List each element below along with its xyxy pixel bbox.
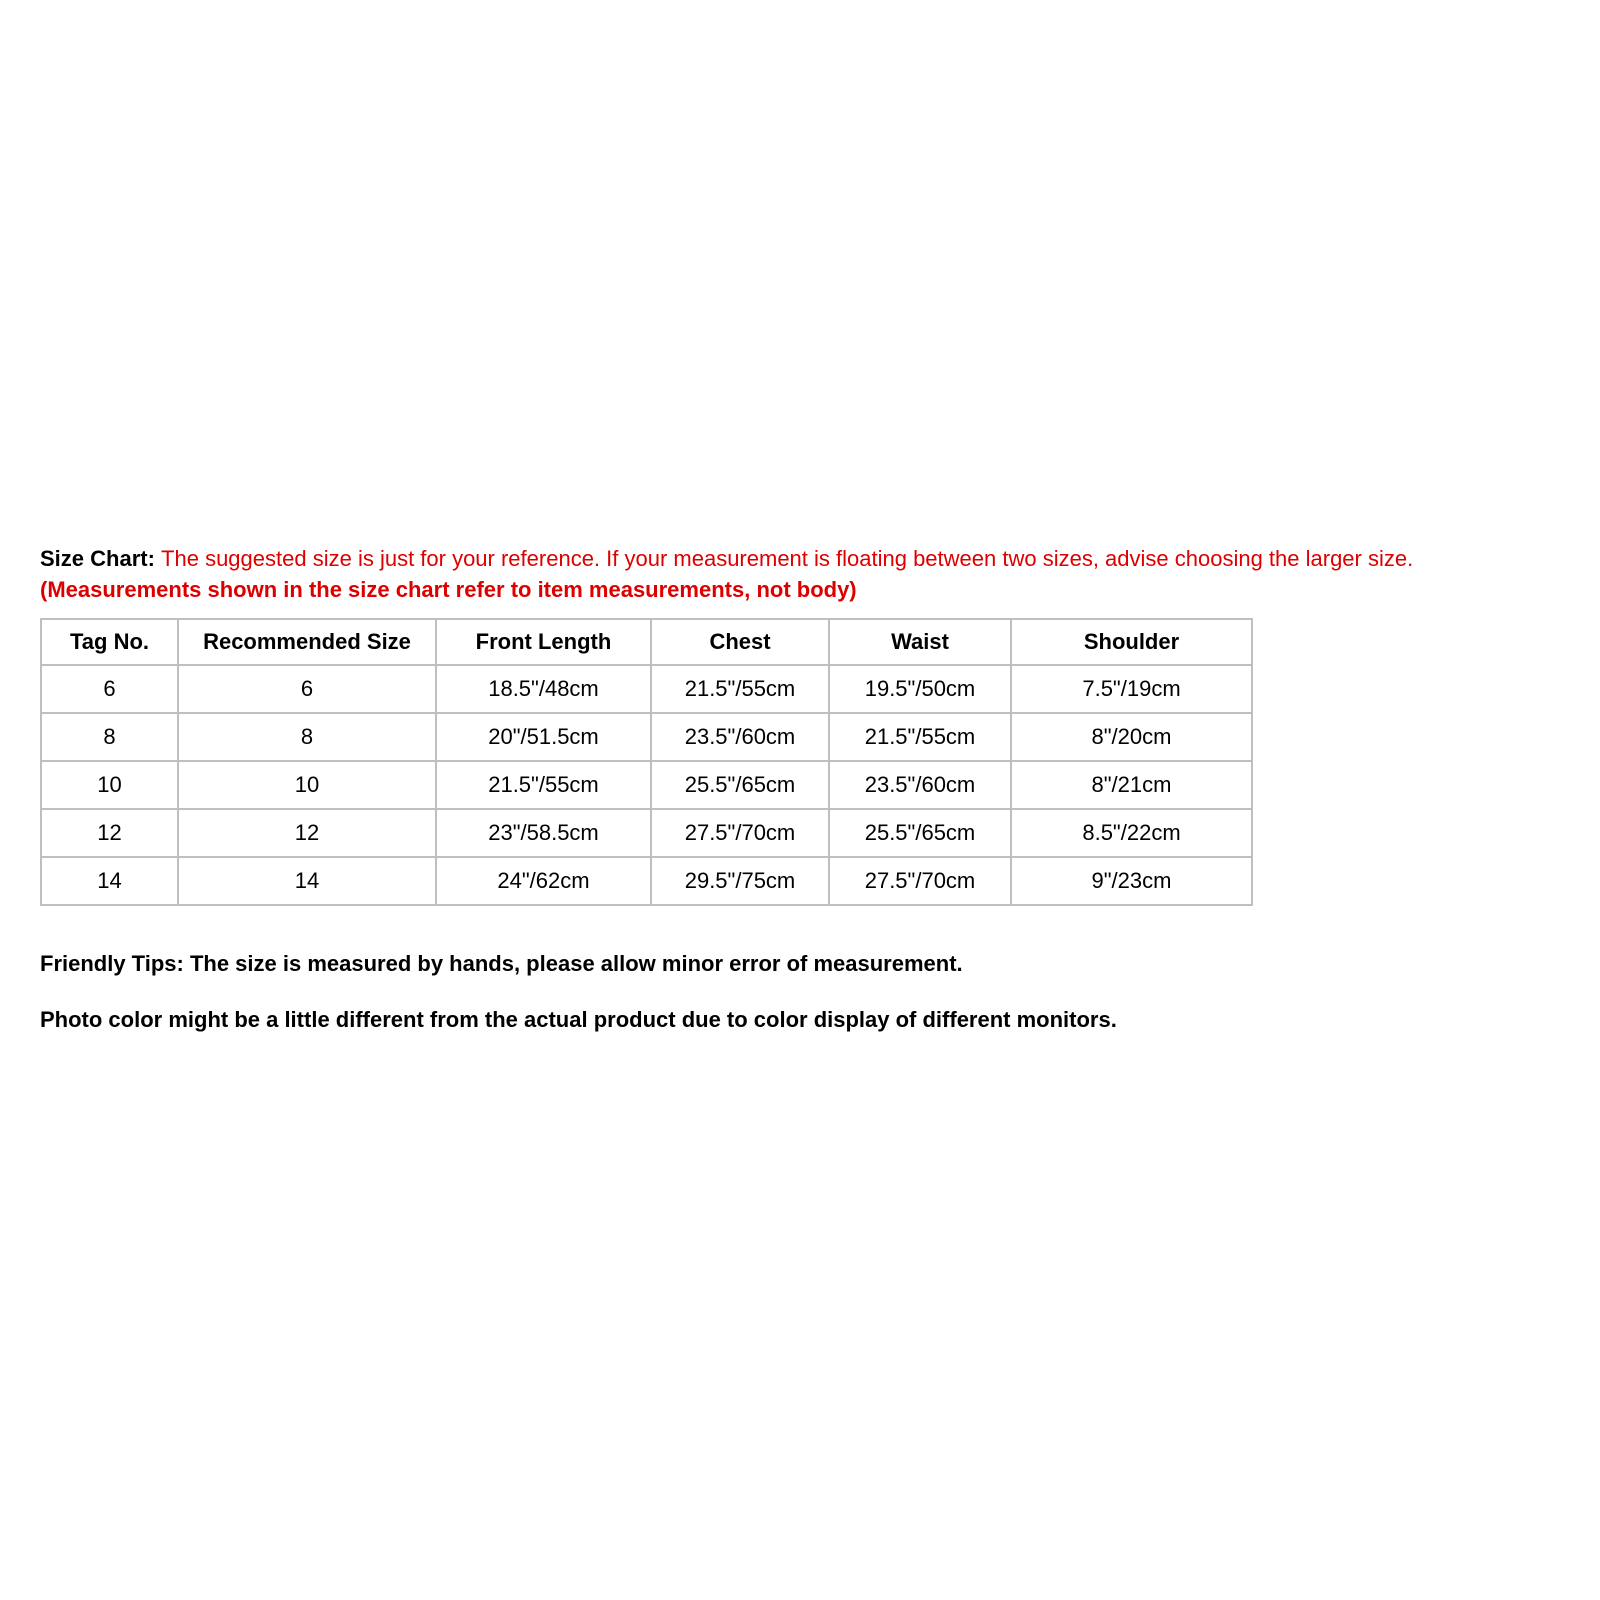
intro-red-bold-note: (Measurements shown in the size chart refer to item measurements, not body) [40, 577, 857, 602]
table-cell: 8.5"/22cm [1011, 809, 1252, 857]
table-cell: 19.5"/50cm [829, 665, 1011, 713]
table-cell: 21.5"/55cm [651, 665, 829, 713]
photo-color-note: Photo color might be a little different from the actual product due to color display of different monitors. [40, 1007, 1117, 1032]
table-cell: 24"/62cm [436, 857, 651, 905]
table-cell: 8"/21cm [1011, 761, 1252, 809]
table-row [41, 857, 1252, 905]
table-cell: 9"/23cm [1011, 857, 1252, 905]
size-table [40, 618, 1253, 906]
table-cell: 6 [178, 665, 436, 713]
table-cell: 8 [41, 713, 178, 761]
table-cell: 27.5"/70cm [829, 857, 1011, 905]
column-header-front-length: Front Length [436, 619, 651, 665]
column-header-waist: Waist [829, 619, 1011, 665]
table-cell: 23.5"/60cm [829, 761, 1011, 809]
table-cell: 23.5"/60cm [651, 713, 829, 761]
size-chart-label: Size Chart [40, 546, 148, 571]
table-cell: 14 [178, 857, 436, 905]
column-header-shoulder: Shoulder [1011, 619, 1252, 665]
size-table-head [41, 619, 1252, 665]
table-cell: 6 [41, 665, 178, 713]
table-row [41, 809, 1252, 857]
table-header-row [41, 619, 1252, 665]
table-cell: 8"/20cm [1011, 713, 1252, 761]
table-cell: 7.5"/19cm [1011, 665, 1252, 713]
table-cell: 25.5"/65cm [651, 761, 829, 809]
table-cell: 12 [41, 809, 178, 857]
size-table-body [41, 665, 1252, 905]
friendly-tips-text: Friendly Tips: The size is measured by hands, please allow minor error of measurement. [40, 951, 963, 976]
table-cell: 29.5"/75cm [651, 857, 829, 905]
table-cell: 21.5"/55cm [829, 713, 1011, 761]
column-header-chest: Chest [651, 619, 829, 665]
table-cell: 14 [41, 857, 178, 905]
table-row [41, 713, 1252, 761]
table-cell: 18.5"/48cm [436, 665, 651, 713]
table-cell: 12 [178, 809, 436, 857]
intro-paragraph [40, 543, 1535, 605]
table-cell: 10 [41, 761, 178, 809]
table-cell: 8 [178, 713, 436, 761]
table-cell: 25.5"/65cm [829, 809, 1011, 857]
content-area [40, 543, 1535, 1034]
table-cell: 21.5"/55cm [436, 761, 651, 809]
intro-red-text: The suggested size is just for your reference. If your measurement is floating between two sizes, advise choosing the larger size. [161, 546, 1414, 571]
column-header-tag-no: Tag No. [41, 619, 178, 665]
table-cell: 20"/51.5cm [436, 713, 651, 761]
table-row [41, 665, 1252, 713]
table-row [41, 761, 1252, 809]
column-header-recommended-size: Recommended Size [178, 619, 436, 665]
table-cell: 10 [178, 761, 436, 809]
table-cell: 23"/58.5cm [436, 809, 651, 857]
size-chart-label-separator: : [147, 546, 162, 571]
table-cell: 27.5"/70cm [651, 809, 829, 857]
